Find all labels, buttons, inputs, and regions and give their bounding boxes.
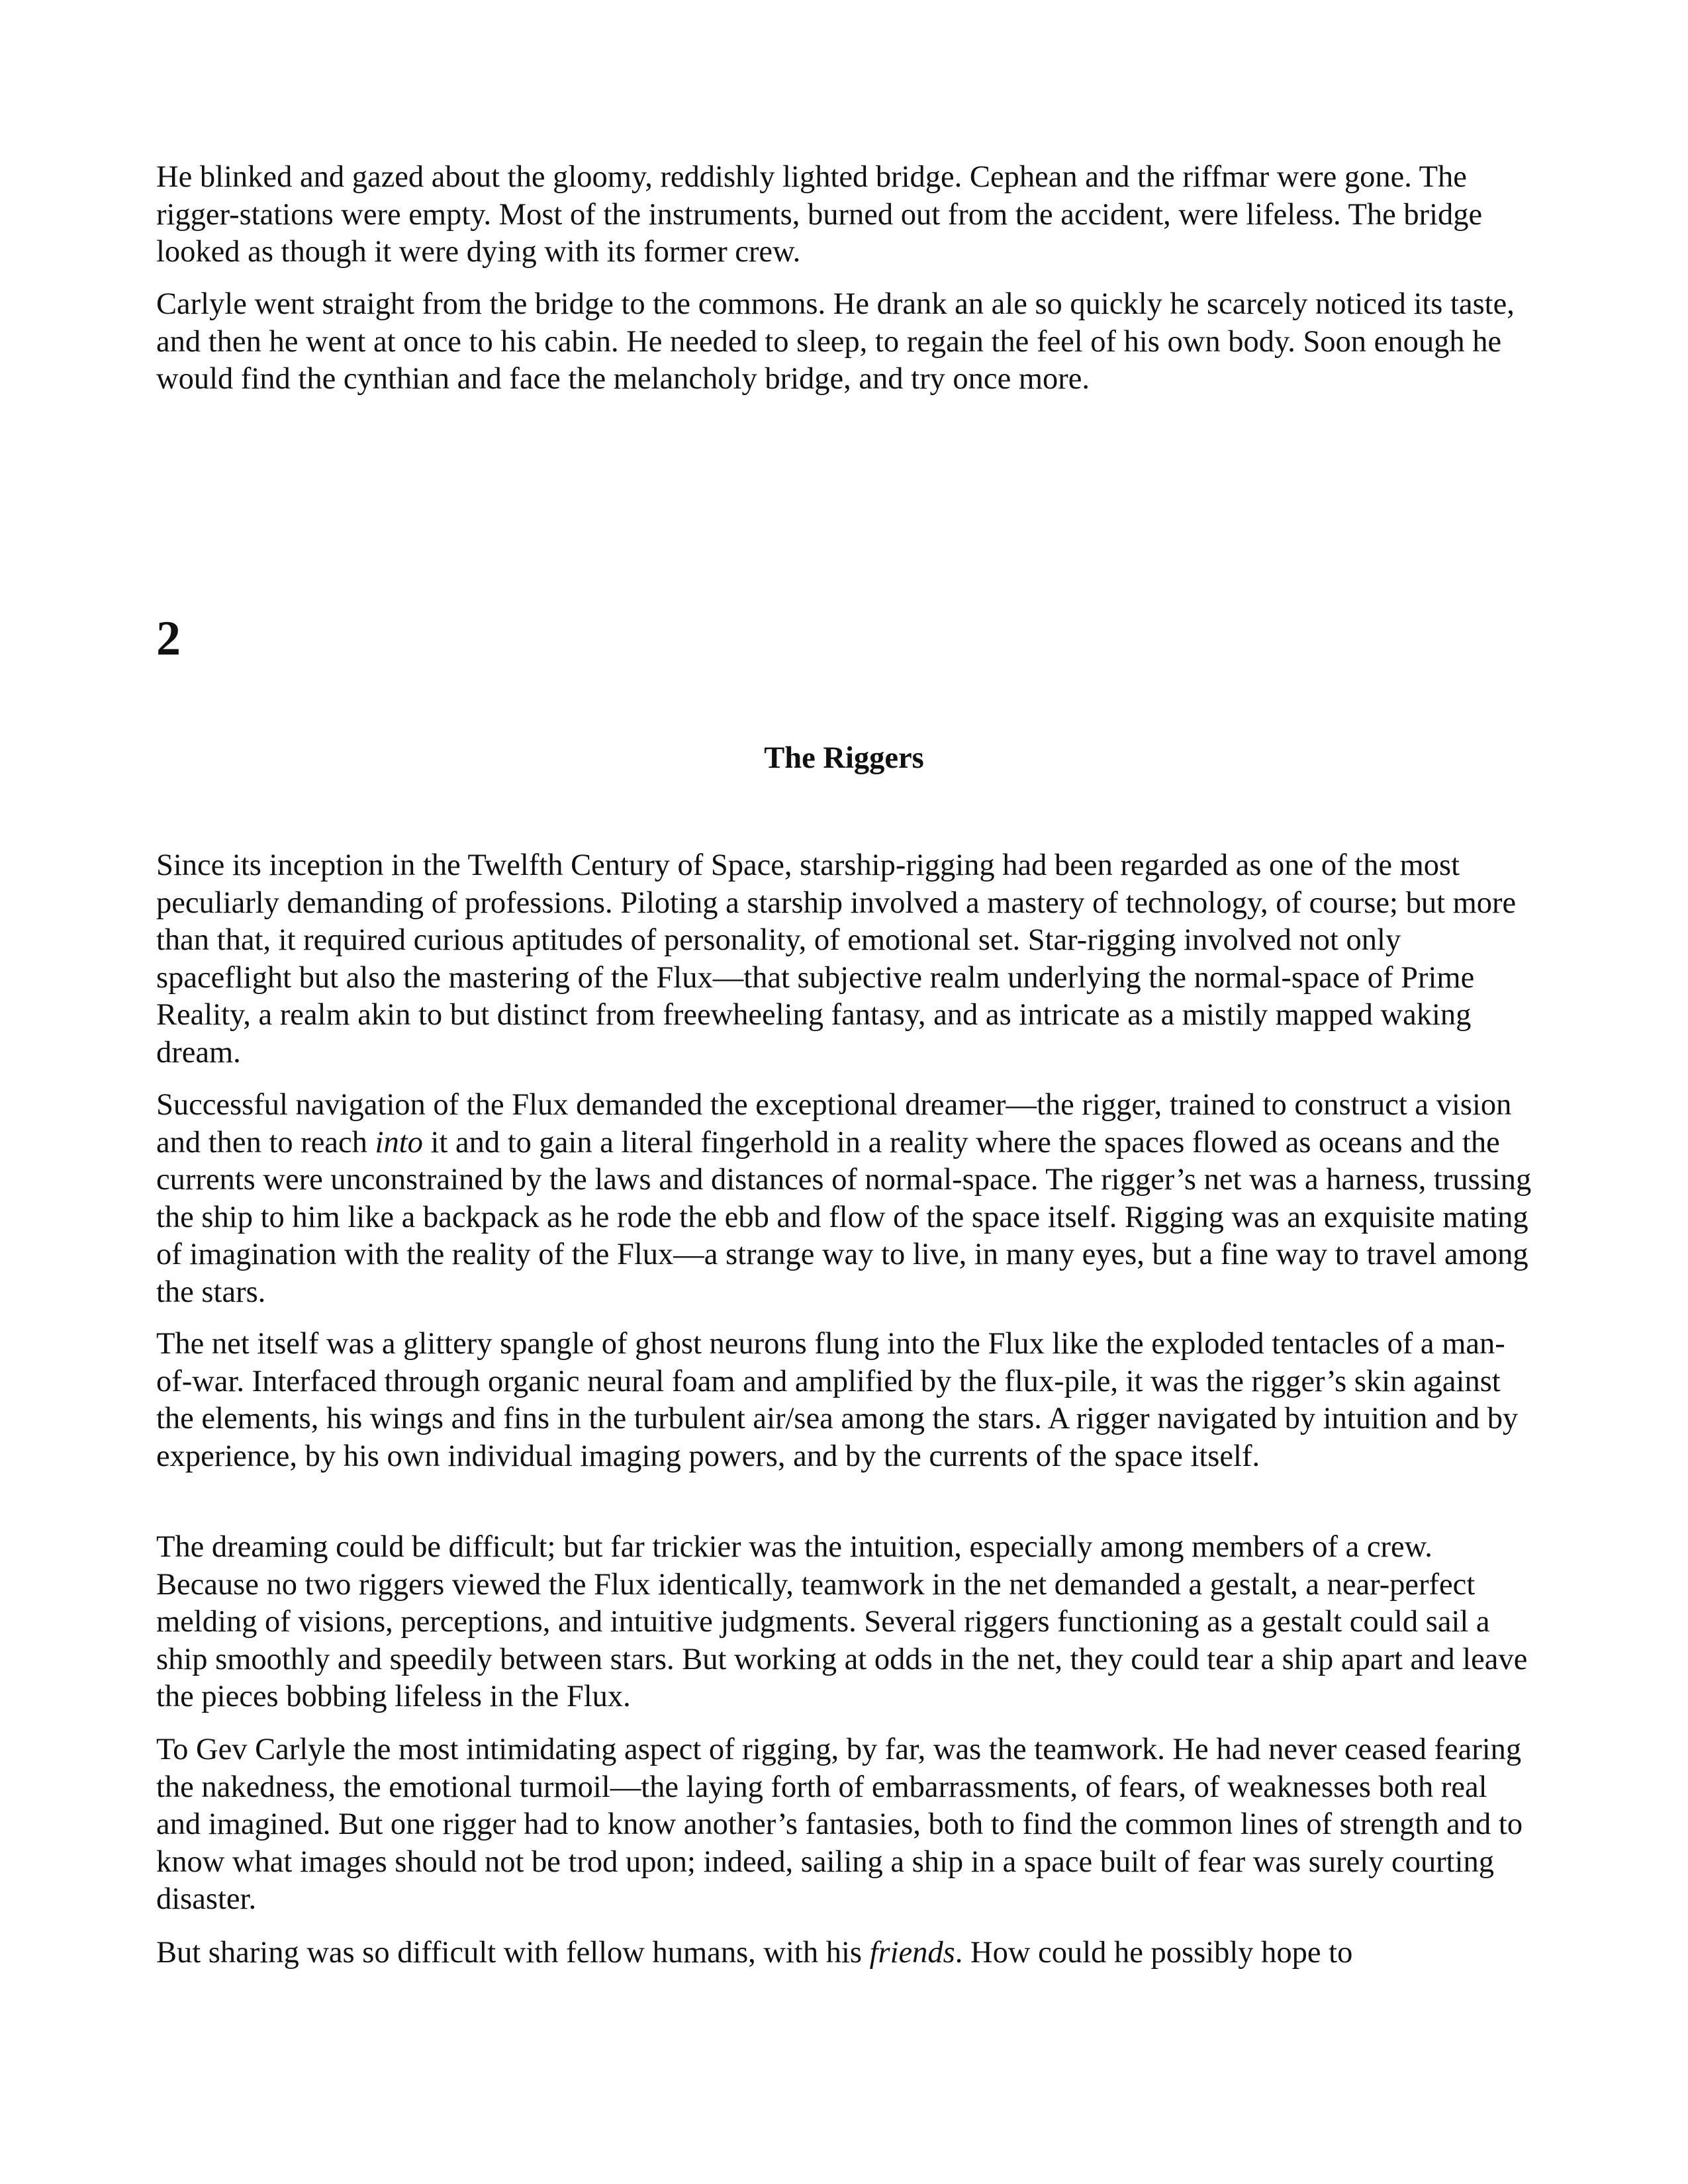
paragraph-text: But sharing was so difficult with fellow humans, with his [156,1936,870,1970]
paragraph-dreaming: The dreaming could be difficult; but far trickier was the intuition, especially among members of a crew. Because no two riggers viewed the Flux identically, teamwork in the net demanded a gestalt, a near-perfect melding of visions, perceptions, and intuitive judgments. Several riggers functioning as a gestalt could sail a ship smoothly and speedily between stars. But working at odds in the net, they could tear a ship apart and leave the pieces bobbing lifeless in the Flux. [156,1530,1528,1713]
paragraph-text: Successful navigation of the Flux demanded the exceptional dreamer—the rigger, trained to construct a vision and then to reach [156,1088,1512,1160]
paragraph-sharing [156,1934,1533,1972]
chapter-title: The Riggers [764,741,924,775]
paragraph-navigation-flux [156,1087,1533,1311]
chapter-number: 2 [156,612,181,666]
emphasis-text: into [375,1125,423,1160]
paragraph-net-itself: The net itself was a glittery spangle of ghost neurons flung into the Flux like the exploded tentacles of a man-of-war. Interfaced through organic neural foam and amplified by the flux-pile, it was the rigger’s skin against the elements, his wings and fins in the turbulent air/sea among the stars. A rigger navigated by intuition and by experience, by his own individual imaging powers, and by the currents of the space itself. [156,1327,1519,1473]
emphasis-text: friends [869,1936,955,1970]
paragraph-rigging-inception: Since its inception in the Twelfth Century of Space, starship-rigging had been regarded as one of the most peculiarly demanding of professions. Piloting a starship involved a mastery of technology, of course; but more than that, it required curious aptitudes of personality, of emotional set. Star-rigging involved not only spaceflight but also the mastering of the Flux—that subjective realm underlying the normal-space of Prime Reality, a realm akin to but distinct from freewheeling fantasy, and as intricate as a mistily mapped waking dream. [156,848,1517,1069]
paragraph-teamwork: To Gev Carlyle the most intimidating aspect of rigging, by far, was the teamwork. He had never ceased fearing the nakedness, the emotional turmoil—the laying forth of embarrassments, of fears, of weaknesses both real and imagined. But one rigger had to know another’s fantasies, both to find the common lines of strength and to know what images should not be trod upon; indeed, sailing a ship in a space built of fear was surely courting disaster. [156,1733,1523,1916]
paragraph-bridge: He blinked and gazed about the gloomy, reddishly lighted bridge. Cephean and the riffmar were gone. The rigger-stations were empty. Most of the instruments, burned out from the accident, were lifeless. The bridge looked as though it were dying with its former crew. [156,160,1483,269]
paragraph-text: . How could he possibly hope to [955,1936,1353,1970]
paragraph-text: it and to gain a literal fingerhold in a reality where the spaces flowed as oceans and the currents were unconstrained by the laws and distances of normal-space. The rigger’s net was a harness, trussing the ship to him like a backpack as he rode the ebb and flow of the space itself. Rigging was an exquisite mating of imagination with the reality of the Flux—a strange way to live, in many eyes, but a fine way to travel among the stars. [156,1125,1532,1309]
paragraph-commons: Carlyle went straight from the bridge to the commons. He drank an ale so quickly he scarcely noticed its taste, and then he went at once to his cabin. He needed to sleep, to regain the feel of his own body. Soon enough he would find the cynthian and face the melancholy bridge, and try once more. [156,287,1515,396]
